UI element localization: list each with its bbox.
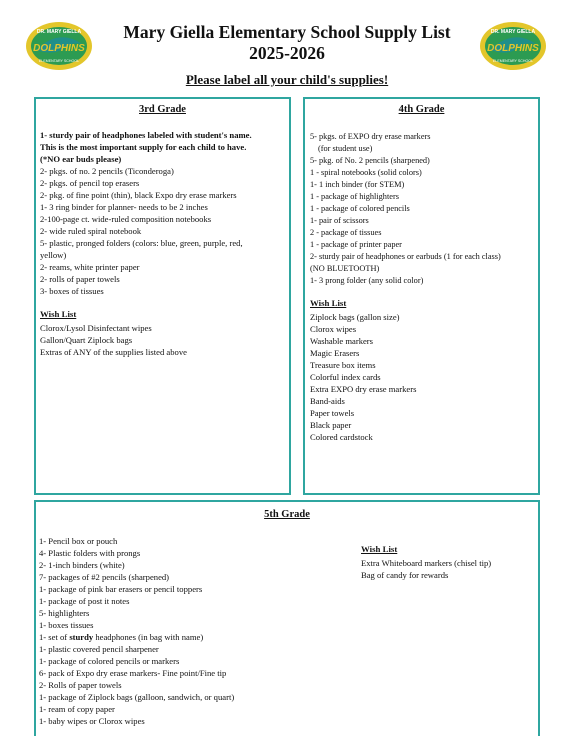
list-item: Bag of candy for rewards [361, 570, 449, 580]
logo-top-text: DR. MARY GIELLA [490, 29, 536, 35]
list-item-prefix: 1- set of [39, 632, 70, 642]
grade4-title: 4th Grade [398, 104, 445, 115]
list-item: Clorox/Lysol Disinfectant wipes [40, 323, 152, 333]
list-item: 4- Plastic folders with prongs [39, 548, 141, 558]
list-item: 1- package of Ziplock bags (galloon, sandwich, or quart) [39, 692, 235, 702]
logo-bottom-text: ELEMENTARY SCHOOL [492, 59, 534, 63]
list-item: 1- 1 inch binder (for STEM) [310, 180, 405, 189]
list-item: Washable markers [310, 336, 374, 346]
list-item: 5- pkg. of No. 2 pencils (sharpened) [310, 156, 430, 165]
list-item: Paper towels [310, 408, 355, 418]
logo-bottom-text: ELEMENTARY SCHOOL [38, 59, 80, 63]
list-item: 2- reams, white printer paper [40, 262, 140, 272]
list-item: 1- ream of copy paper [39, 704, 115, 714]
list-item: (*NO ear buds please) [40, 154, 122, 164]
list-item: 3- boxes of tissues [40, 286, 104, 296]
grade5-wish-list-title: Wish List [361, 544, 398, 554]
list-item: Extra EXPO dry erase markers [310, 384, 417, 394]
list-item: 1 - package of printer paper [310, 240, 402, 249]
list-item: 1 - package of highlighters [310, 192, 399, 201]
grade3-wish-list-title: Wish List [40, 309, 77, 319]
list-item: 1- pair of scissors [310, 216, 369, 225]
grade5-wish-list [361, 557, 536, 581]
list-item: 1- boxes tissues [39, 620, 94, 630]
grade5-title: 5th Grade [264, 509, 310, 520]
list-item: 7- packages of #2 pencils (sharpened) [39, 572, 170, 582]
grade3-supply-list [40, 165, 288, 297]
list-item: 1- 3 ring binder for planner- needs to be 2 inches [40, 202, 208, 212]
list-item: 1 - spiral notebooks (solid colors) [310, 168, 422, 177]
list-item: 1- package of colored pencils or markers [39, 656, 180, 666]
grade5-supply-list [39, 535, 359, 727]
logo-word: DOLPHINS [487, 43, 539, 54]
grade3-headphones-note [40, 129, 288, 165]
list-item: 6- pack of Expo dry erase markers- Fine point/Fine tip [39, 668, 227, 678]
list-item: Black paper [310, 420, 352, 430]
list-item: 2- pkgs. of no. 2 pencils (Ticonderoga) [40, 166, 174, 176]
list-item: 1- 3 prong folder (any solid color) [310, 276, 424, 285]
list-item: 2- 1-inch binders (white) [39, 560, 125, 570]
list-item: 2- Rolls of paper towels [39, 680, 122, 690]
list-item: Band-aids [310, 396, 345, 406]
list-item: 1- sturdy pair of headphones labeled with student's name. [40, 130, 252, 140]
list-item: 1- Pencil box or pouch [39, 536, 118, 546]
list-item: 2- rolls of paper towels [40, 274, 120, 284]
page-title: Mary Giella Elementary School Supply List [123, 22, 451, 42]
list-item: 2- pkg. of fine point (thin), black Expo dry erase markers [40, 190, 237, 200]
list-item: 5- plastic, pronged folders (colors: blue, green, purple, red, [40, 238, 243, 248]
grade3-title: 3rd Grade [139, 104, 186, 115]
list-item: Clorox wipes [310, 324, 357, 334]
list-item: Colorful index cards [310, 372, 381, 382]
list-item: 2- sturdy pair of headphones or earbuds (1 for each class) [310, 252, 501, 261]
list-item: 1- baby wipes or Clorox wipes [39, 716, 145, 726]
list-item: 2-100-page ct. wide-ruled composition notebooks [40, 214, 212, 224]
list-item: Extra Whiteboard markers (chisel tip) [361, 558, 492, 568]
list-item: 1 - package of colored pencils [310, 204, 410, 213]
list-item: Gallon/Quart Ziplock bags [40, 335, 133, 345]
list-item: yellow) [40, 250, 67, 260]
list-item: 1- package of post it notes [39, 596, 130, 606]
label-supplies-note: Please label all your child's supplies! [185, 72, 389, 87]
list-item: 5- pkgs. of EXPO dry erase markers [310, 132, 431, 141]
list-item: Magic Erasers [310, 348, 360, 358]
sturdy-emphasis: sturdy [69, 632, 94, 642]
grade4-supply-list [310, 131, 538, 287]
grade5-section [34, 500, 540, 736]
school-year: 2025-2026 [249, 43, 325, 63]
list-item: 2- pkgs. of pencil top erasers [40, 178, 140, 188]
list-item: 1- package of pink bar erasers or pencil toppers [39, 584, 203, 594]
list-item-suffix: headphones (in bag with name) [93, 632, 204, 642]
grade4-wish-list-title: Wish List [310, 298, 347, 308]
list-item: 2 - package of tissues [310, 228, 382, 237]
list-item: (for student use) [318, 144, 373, 153]
grade3-section [34, 97, 291, 495]
list-item: Colored cardstock [310, 432, 373, 442]
logo-word: DOLPHINS [33, 43, 85, 54]
list-item: 5- highlighters [39, 608, 90, 618]
list-item-headphones [39, 631, 359, 643]
grade4-wish-list [310, 311, 538, 443]
list-item: 2- wide ruled spiral notebook [40, 226, 142, 236]
grade3-wish-list [40, 322, 288, 358]
logo-top-text: DR. MARY GIELLA [36, 29, 82, 35]
list-item: Ziplock bags (gallon size) [310, 312, 400, 322]
list-item: Extras of ANY of the supplies listed above [40, 347, 187, 357]
grade4-section [303, 97, 540, 495]
list-item: 1- plastic covered pencil sharpener [39, 644, 159, 654]
list-item: This is the most important supply for each child to have. [40, 142, 247, 152]
list-item: (NO BLUETOOTH) [310, 264, 380, 273]
list-item: Treasure box items [310, 360, 376, 370]
